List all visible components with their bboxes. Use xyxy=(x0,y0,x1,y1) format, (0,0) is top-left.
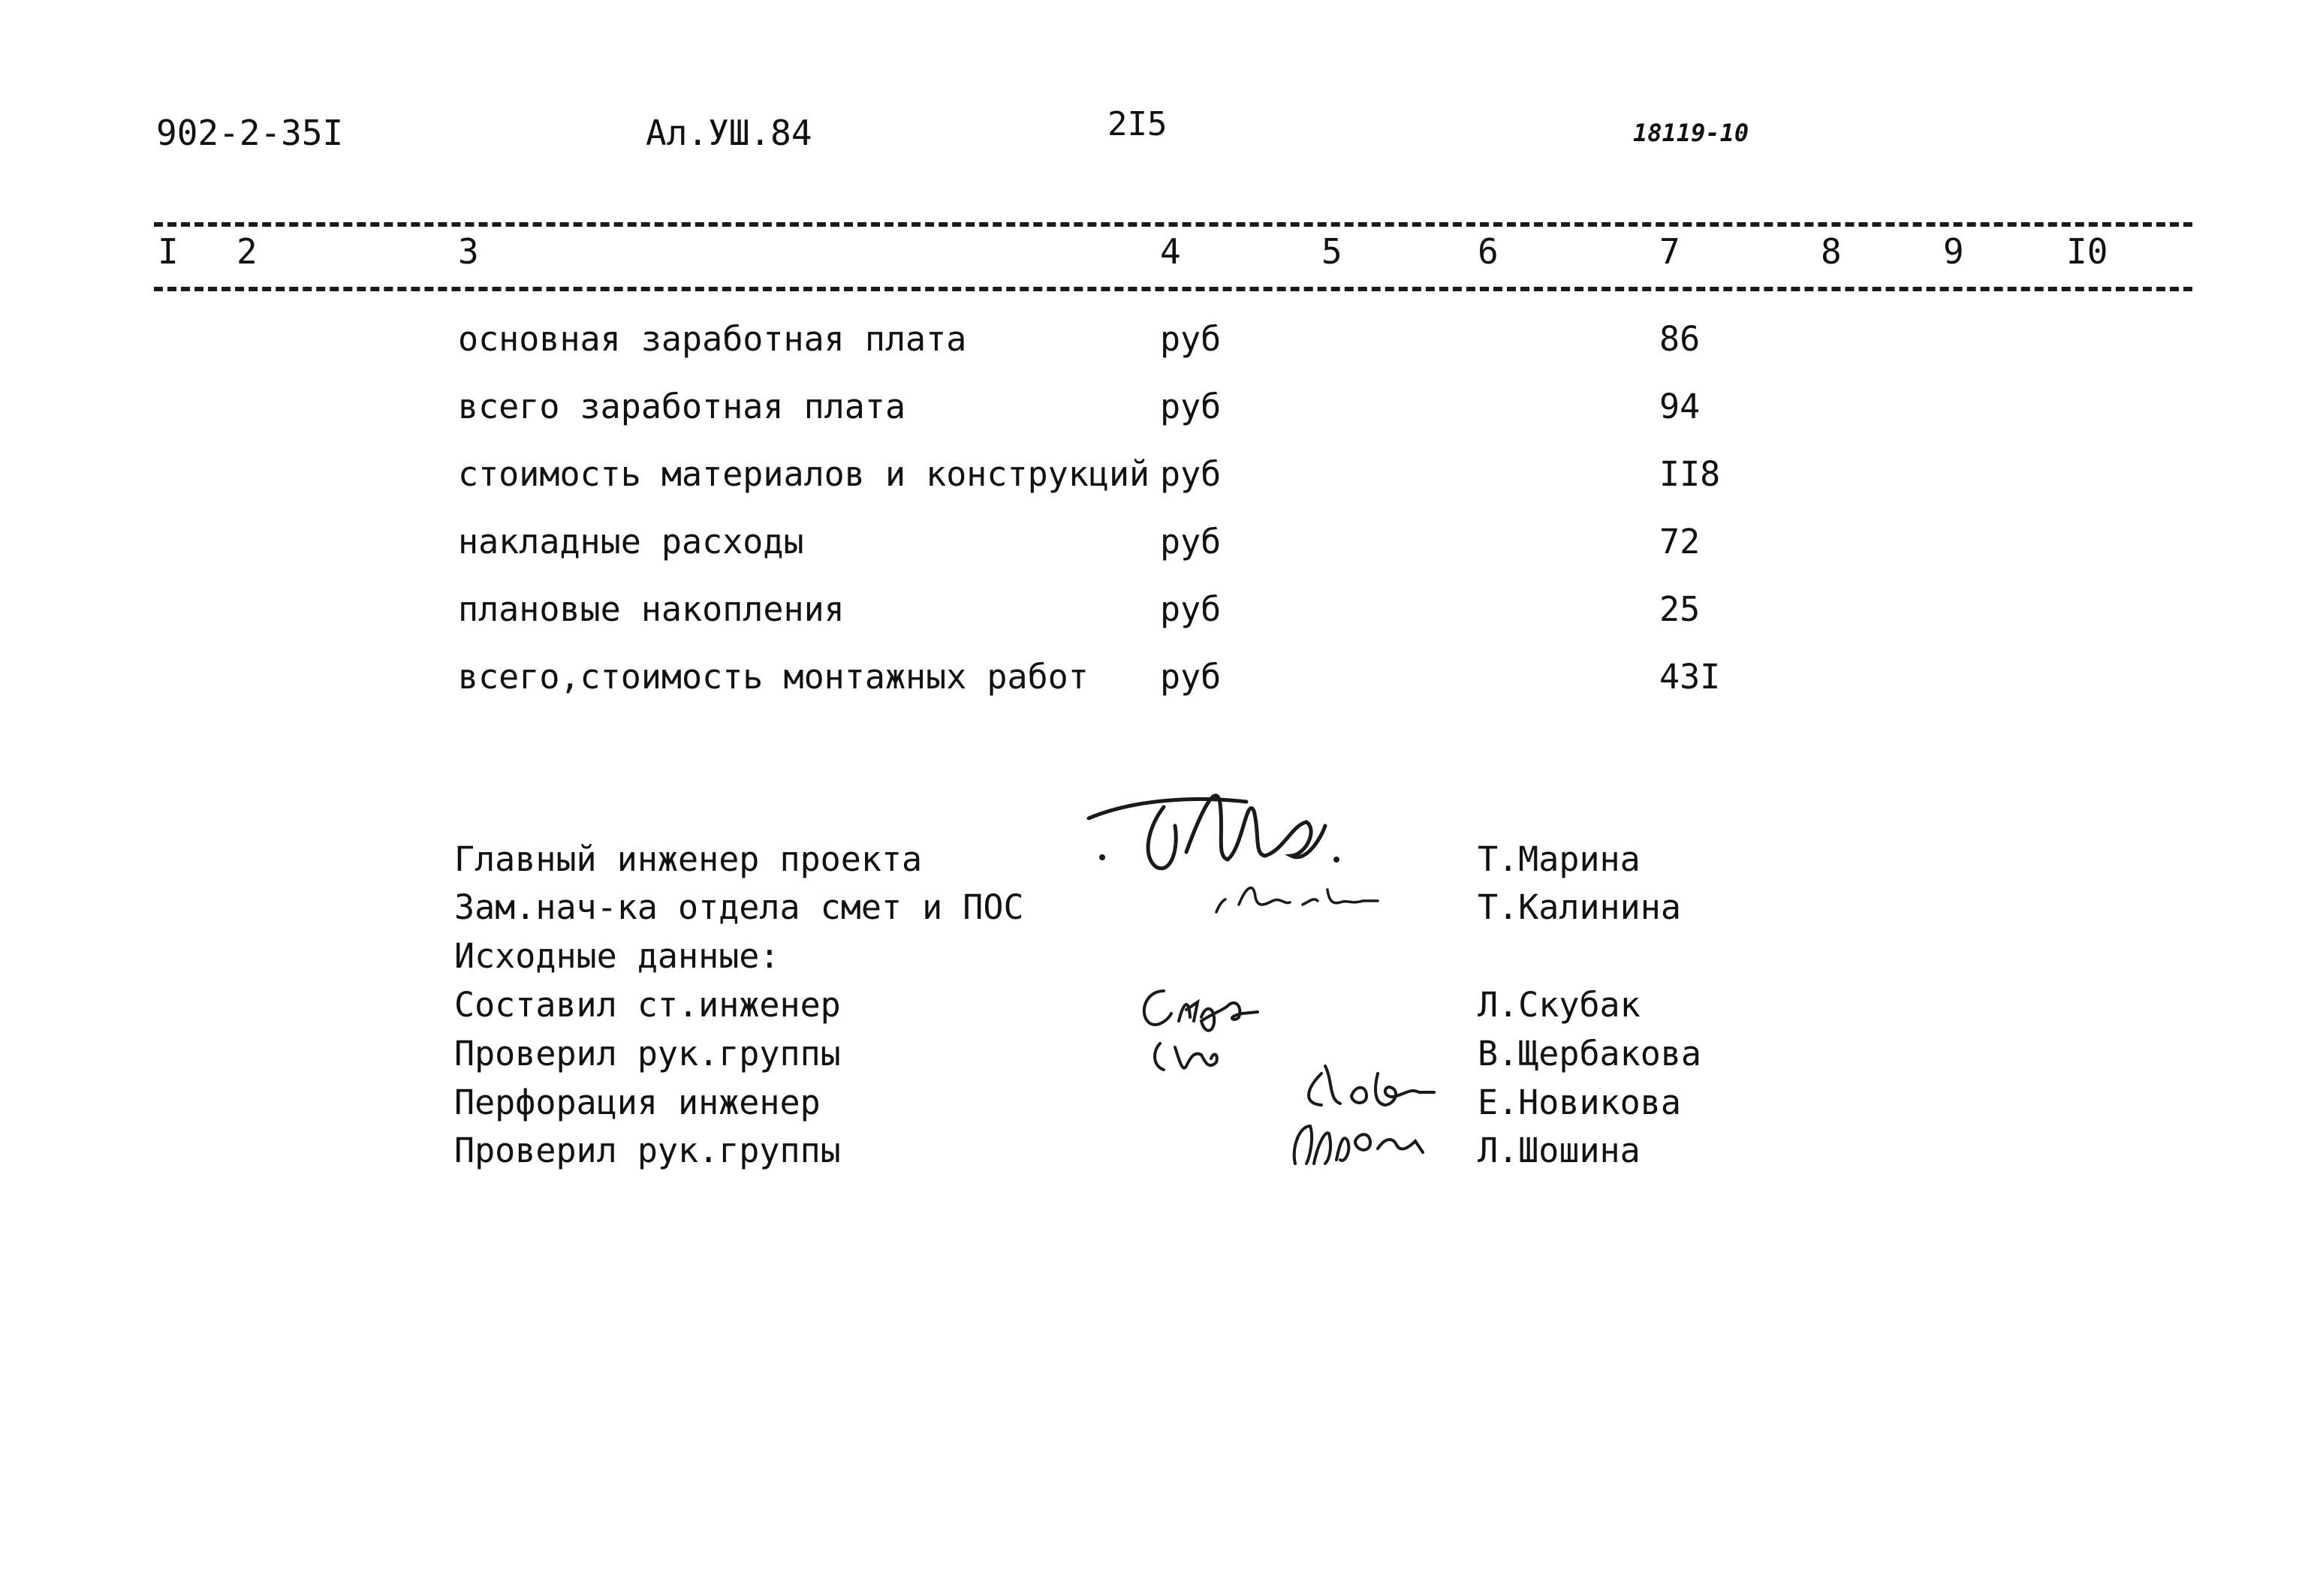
row-label: стоимость материалов и конструкций xyxy=(458,454,1150,494)
signature-role: Составил ст.инженер xyxy=(454,985,841,1025)
column-number: 8 xyxy=(1821,231,1842,272)
row-label: накладные расходы xyxy=(458,522,804,562)
doc-number: 902-2-35I xyxy=(156,113,344,153)
signature-name: Е.Новикова xyxy=(1478,1083,1681,1122)
signature-role: Проверил рук.группы xyxy=(454,1034,841,1074)
page-number: 2I5 xyxy=(1107,105,1168,143)
table-header-bottom-rule xyxy=(154,287,2192,291)
row-value: 94 xyxy=(1659,387,1701,426)
row-value: 43I xyxy=(1659,657,1721,697)
row-unit: руб xyxy=(1160,589,1222,629)
signature-name: Л.Скубак xyxy=(1478,985,1641,1025)
table-header-top-rule xyxy=(154,222,2192,227)
signature-role: Исходные данные: xyxy=(454,936,780,976)
signature-name: Л.Шошина xyxy=(1478,1131,1641,1170)
row-value: 25 xyxy=(1659,589,1701,629)
column-number: 3 xyxy=(458,231,479,272)
column-number: 9 xyxy=(1943,231,1964,272)
column-number: 4 xyxy=(1160,231,1181,272)
column-number: 6 xyxy=(1478,231,1499,272)
handwritten-signature xyxy=(1209,871,1389,923)
column-number: 7 xyxy=(1659,231,1680,272)
signature-role: Главный инженер проекта xyxy=(454,839,923,879)
row-label: всего заработная плата xyxy=(458,387,906,426)
handwritten-signature xyxy=(1269,1058,1464,1186)
column-number: I0 xyxy=(2066,231,2108,272)
row-unit: руб xyxy=(1160,454,1222,494)
row-value: II8 xyxy=(1659,454,1721,494)
row-label: всего,стоимость монтажных работ xyxy=(458,657,1089,697)
signature-role: Проверил рук.группы xyxy=(454,1131,841,1170)
row-unit: руб xyxy=(1160,522,1222,562)
signature-name: Т.Калинина xyxy=(1478,887,1681,927)
column-number: 5 xyxy=(1321,231,1342,272)
album-number: Ал.УШ.84 xyxy=(646,113,812,153)
signature-name: Т.Марина xyxy=(1478,839,1641,879)
signature-role: Зам.нач-ка отдела смет и ПОС xyxy=(454,887,1024,927)
row-label: плановые накопления xyxy=(458,589,845,629)
row-unit: руб xyxy=(1160,387,1222,426)
stamp-reference: 18119-10 xyxy=(1633,119,1749,147)
signature-name: В.Щербакова xyxy=(1478,1034,1702,1074)
row-unit: руб xyxy=(1160,319,1222,359)
row-value: 86 xyxy=(1659,319,1701,359)
signature-role: Перфорация инженер xyxy=(454,1083,821,1122)
row-unit: руб xyxy=(1160,657,1222,697)
column-number: 2 xyxy=(237,231,258,272)
row-value: 72 xyxy=(1659,522,1701,562)
handwritten-signature xyxy=(1066,766,1351,878)
row-label: основная заработная плата xyxy=(458,319,967,359)
column-number: I xyxy=(158,231,179,272)
